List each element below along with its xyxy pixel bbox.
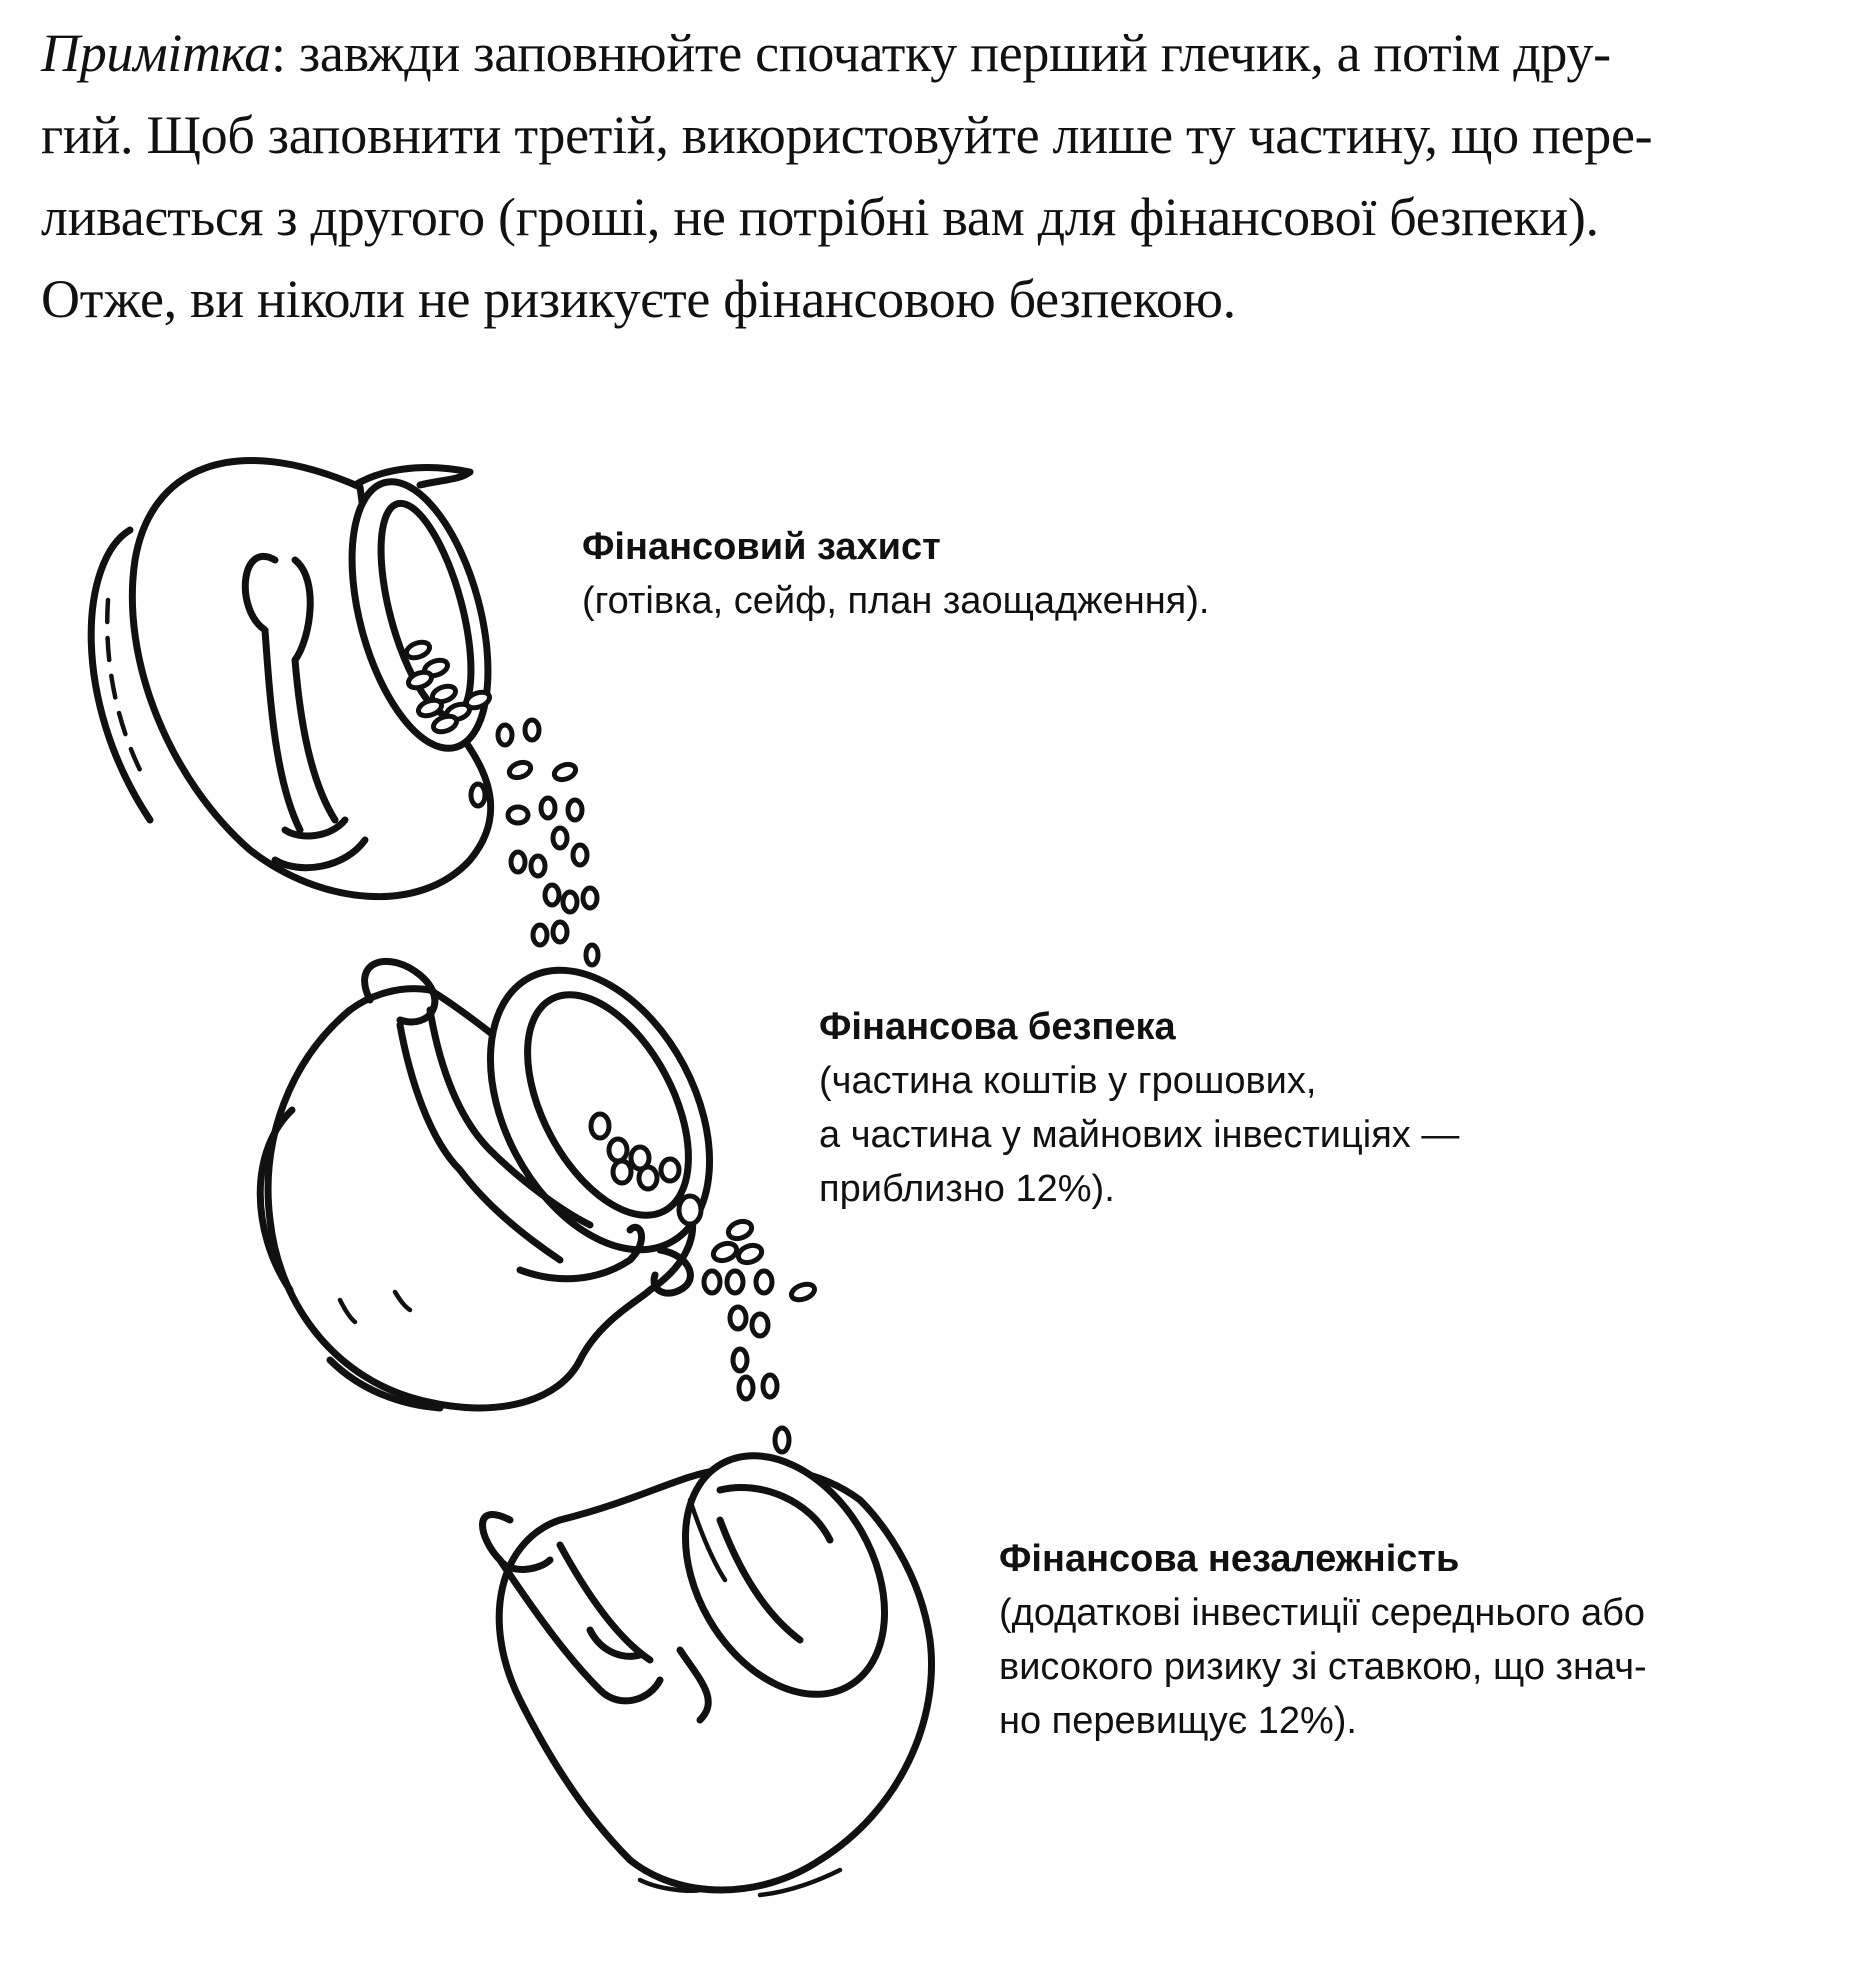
jug-1-desc-line: (готівка, сейф, план заощадження). [582, 580, 1210, 622]
jug-2-desc-line: приблизно 12%). [819, 1168, 1115, 1210]
note-line-1-text: : завжди заповнюйте спочатку перший глечик, а потім дру- [270, 23, 1611, 83]
jug-1-icon [91, 461, 513, 897]
coin-stream-1-icon [471, 720, 598, 965]
jug-3-desc-line: високого ризику зі ставкою, що знач- [999, 1646, 1647, 1688]
coin-stream-2-icon [704, 1218, 817, 1452]
jug-1-title: Фінансовий захист [582, 526, 941, 568]
jug-2-title: Фінансова безпека [819, 1006, 1176, 1048]
jug-3-icon [483, 1420, 932, 1895]
jug-3-desc-line: (додаткові інвестиції середнього або [999, 1592, 1646, 1634]
note-line-2: гий. Щоб заповнити третій, використовуйте лише ту частину, що пере- [41, 105, 1653, 165]
jug-2-desc-line: а частина у майнових інвестиціях — [819, 1114, 1460, 1156]
note-line-4: Отже, ви ніколи не ризикуєте фінансовою безпекою. [41, 269, 1236, 329]
note-label: Примітка [41, 23, 271, 83]
jug-3-desc-line: но перевищує 12%). [999, 1700, 1357, 1742]
jug-2-label [819, 1000, 1459, 1216]
jug-2-desc-line: (частина коштів у грошових, [819, 1060, 1317, 1102]
note-line-3: ливається з другого (гроші, не потрібні вам для фінансової безпеки). [41, 187, 1599, 247]
jug-1-label [582, 520, 1209, 628]
jug-3-label [999, 1532, 1647, 1748]
jug-2-icon [260, 933, 754, 1408]
jug-3-title: Фінансова незалежність [999, 1538, 1460, 1580]
